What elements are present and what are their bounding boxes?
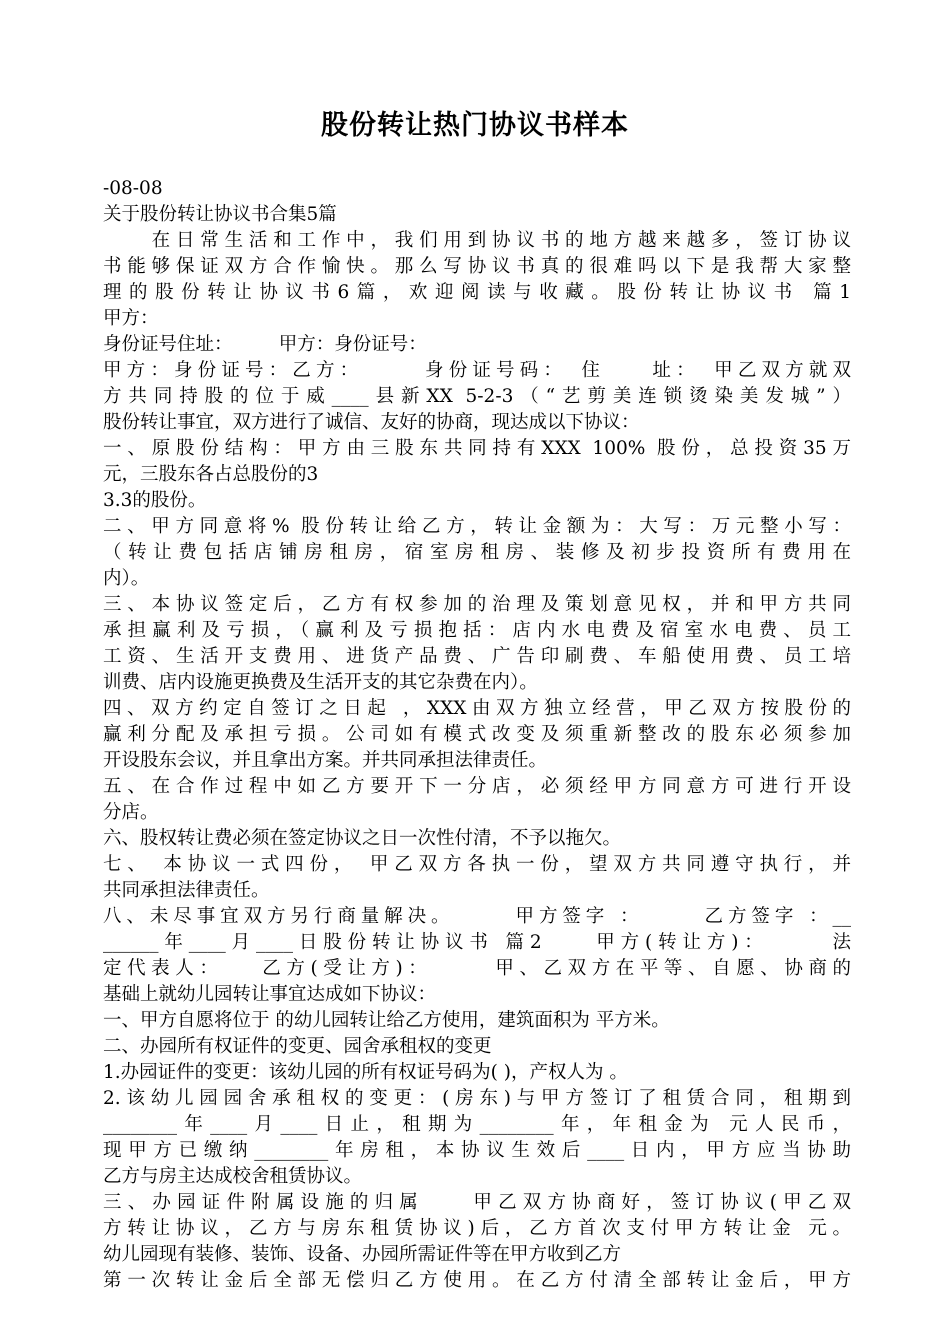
text-line: 八、未尽事宜双方另行商量解决。 甲方签字 ： 乙方签字 ：__ [103, 906, 851, 927]
text-line: 一、原股份结构：甲方由三股东共同持有XXX 100% 股份，总投资35万 [103, 438, 851, 459]
text-line: 内）。 [103, 568, 150, 589]
text-line: 乙方与房主达成校舍租赁协议。 [103, 1166, 363, 1187]
text-line: 3.3的股份。 [103, 490, 207, 511]
text-line: 第一次转让金后全部无偿归乙方使用。在乙方付清全部转让金后，甲方 [103, 1270, 851, 1291]
text-line: 二、办园所有权证件的变更、园舍承租权的变更 [103, 1036, 492, 1057]
text-line: 方共同持股的位于威____县新XX 5-2-3（“艺剪美连锁烫染美发城”） [103, 386, 851, 407]
text-line: 1.办园证件的变更：该幼儿园的所有权证号码为( )，产权人为 。 [103, 1062, 628, 1083]
text-line: 幼儿园现有装修、装饰、设备、办园所需证件等在甲方收到乙方 [103, 1244, 622, 1265]
text-line: 定代表人： 乙方(受让方)： 甲、乙双方在平等、自愿、协商的 [103, 958, 851, 979]
text-line: 三、办园证件附属设施的归属 甲乙双方协商好，签订协议(甲乙双 [103, 1192, 851, 1213]
text-line: 一、甲方自愿将位于 的幼儿园转让给乙方使用，建筑面积为 平方米。 [103, 1010, 670, 1031]
text-line: ________年____月____日止，租期为________年，年租金为 元人民币， [103, 1114, 851, 1135]
text-line: 三、本协议签定后，乙方有权参加的治理及策划意见权，并和甲方共同 [103, 594, 851, 615]
text-line: 七、 本协议一式四份， 甲乙双方各执一份，望双方共同遵守执行，并 [103, 854, 851, 875]
text-line: 赢利分配及承担亏损。公司如有模式改变及须重新整改的股东必须参加 [103, 724, 851, 745]
text-line: 五、在合作过程中如乙方要开下一分店，必须经甲方同意方可进行开设 [103, 776, 851, 797]
text-line: 身份证号住址： 甲方：身份证号： [103, 334, 427, 355]
text-line: 书能够保证双方合作愉快。那么写协议书真的很难吗以下是我帮大家整 [103, 256, 851, 277]
text-line: 股份转让事宜，双方进行了诚信、友好的协商，现达成以下协议： [103, 412, 640, 433]
collection-heading: 关于股份转让协议书合集5篇 [103, 204, 337, 225]
text-line: 四、双方约定自签订之日起 ，XXX由双方独立经营，甲乙双方按股份的 [103, 698, 851, 719]
text-line: 六、股权转让费必须在签定协议之日一次性付清，不予以拖欠。 [103, 828, 622, 849]
text-line: 元，三股东各占总股份的3 [103, 464, 319, 485]
text-line: 训费、店内设施更换费及生活开支的其它杂费在内）。 [103, 672, 538, 693]
date-line: -08-08 [103, 178, 163, 199]
text-line: 甲方： [103, 308, 159, 329]
text-line: 开设股东会议，并且拿出方案。并共同承担法律责任。 [103, 750, 548, 771]
text-line: 在日常生活和工作中，我们用到协议书的地方越来越多，签订协议 [103, 230, 851, 251]
text-line: 基础上就幼儿园转让事宜达成如下协议： [103, 984, 437, 1005]
text-line: 方转让协议，乙方与房东租赁协议)后，乙方首次支付甲方转让金 元。 [103, 1218, 851, 1239]
text-line: 承担赢利及亏损，（赢利及亏损抱括：店内水电费及宿室水电费、员工 [103, 620, 851, 641]
text-line: 2.该幼儿园园舍承租权的变更：(房东)与甲方签订了租赁合同，租期到 [103, 1088, 851, 1109]
text-line: 二、甲方同意将% 股份转让给乙方，转让金额为：大写：万元整小写： [103, 516, 851, 537]
text-line: （转让费包括店铺房租房，宿室房租房、装修及初步投资所有费用在 [103, 542, 851, 563]
text-line: 分店。 [103, 802, 159, 823]
text-line: 共同承担法律责任。 [103, 880, 270, 901]
document-body [103, 176, 851, 1294]
text-line: 甲方：身份证号：乙方： 身份证号码： 住 址： 甲乙双方就双 [103, 360, 851, 381]
text-line: ______年____月____日股份转让协议书 篇2 甲方(转让方)： 法 [103, 932, 851, 953]
text-line: 现甲方已缴纳________年房租，本协议生效后____日内，甲方应当协助 [103, 1140, 851, 1161]
text-line: 理的股份转让协议书6篇，欢迎阅读与收藏。股份转让协议书 篇1 [103, 282, 851, 303]
document-title: 股份转让热门协议书样本 [321, 110, 629, 141]
text-line: 工资、生活开支费用、进货产品费、广告印刷费、车船使用费、员工培 [103, 646, 851, 667]
